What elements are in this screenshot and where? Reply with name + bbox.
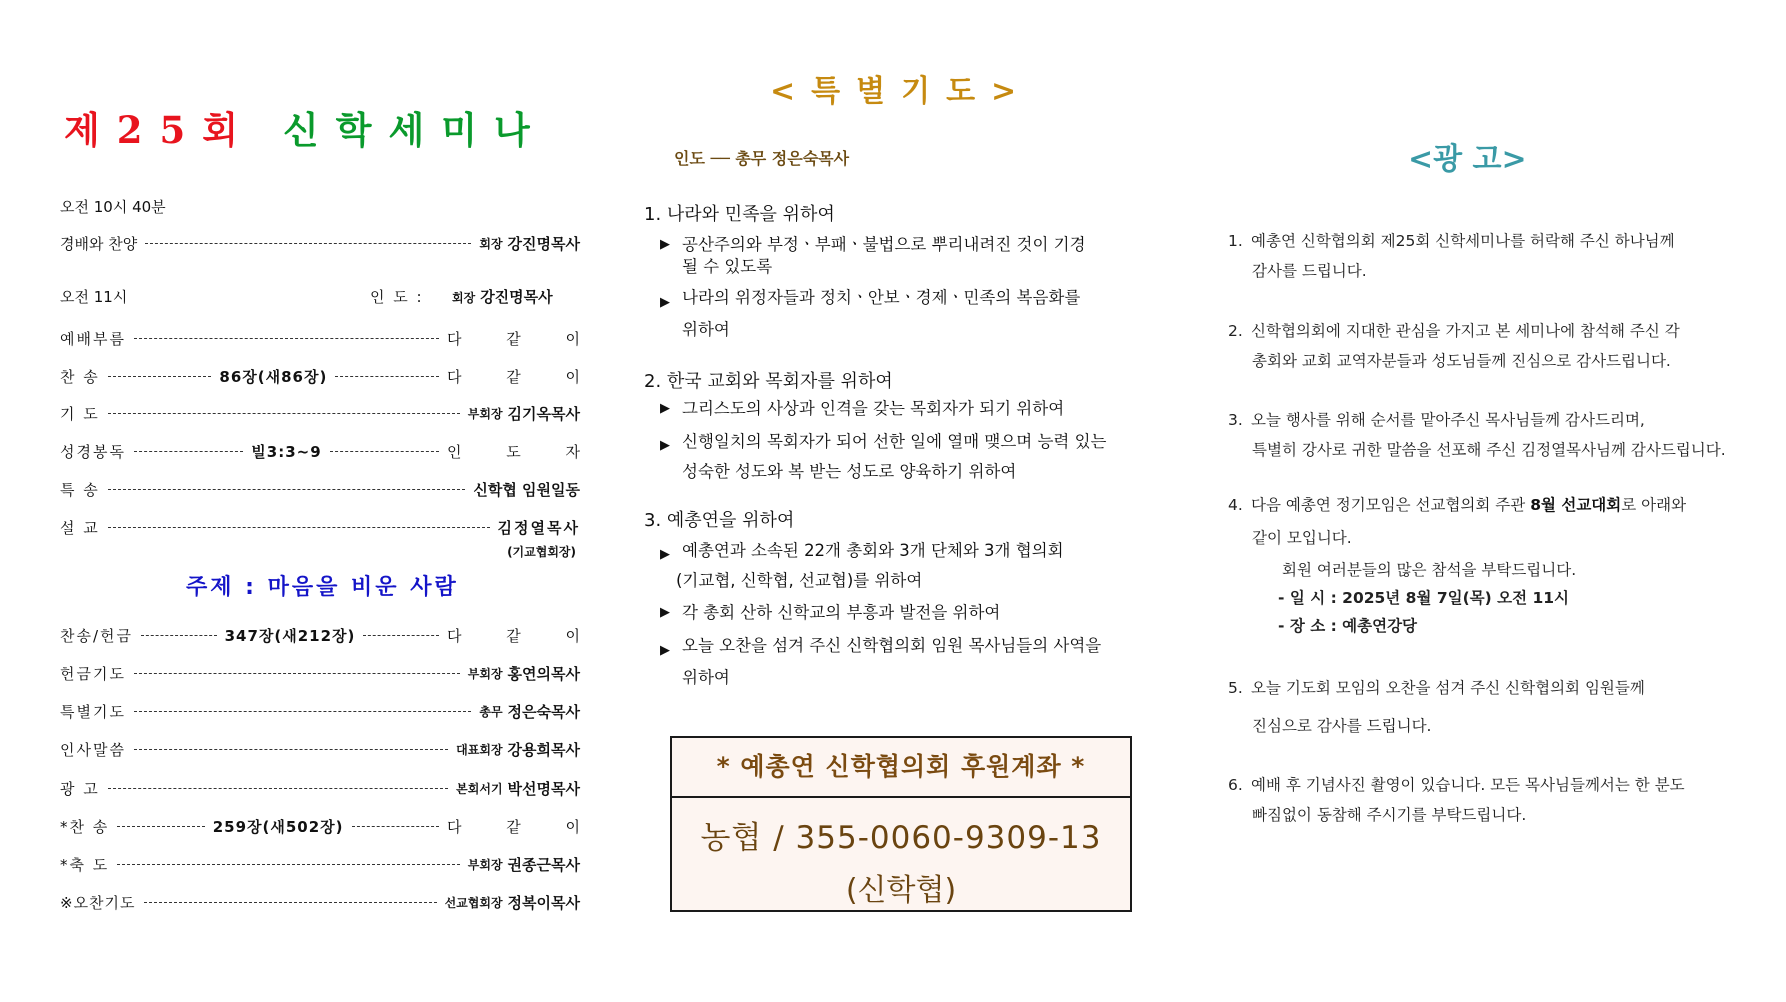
program-scripture: 빌3:3~9 xyxy=(251,442,322,461)
program-person: 신학협 임원일동 xyxy=(473,480,580,499)
bullet-text: 그리스도의 사상과 인격을 갖는 목회자가 되기 위하여 xyxy=(682,399,1065,418)
bullet-text: 위하여 xyxy=(682,320,730,339)
program-item: 헌금기도 xyxy=(60,664,126,683)
dash-leader xyxy=(108,788,448,789)
donation-account-number: 농협 / 355-0060-9309-13 xyxy=(700,820,1102,856)
program-row xyxy=(60,440,601,462)
program-person: 정복이목사 xyxy=(507,893,580,912)
triangle-bullet-icon: ▶ xyxy=(660,237,670,252)
program-row xyxy=(60,700,580,722)
dash-leader xyxy=(144,902,437,903)
program-person: 다 같 이 xyxy=(446,626,600,645)
program-item: 성경봉독 xyxy=(60,442,126,461)
dash-leader xyxy=(108,527,490,528)
triangle-bullet-icon: ▶ xyxy=(660,605,670,620)
sermon-theme: 주제 : 마음을 비운 사람 xyxy=(186,575,459,600)
lead-role: 회장 xyxy=(452,291,476,305)
program-person: 김기옥목사 xyxy=(507,404,580,423)
program-row xyxy=(60,662,580,684)
event-place: - 장 소 : 예총연강당 xyxy=(1278,617,1418,635)
program-hymn: 347장(새212장) xyxy=(224,626,356,645)
triangle-bullet-icon: ▶ xyxy=(660,295,670,310)
dash-leader xyxy=(145,243,471,244)
announcement-number: 3. xyxy=(1228,411,1243,429)
dash-leader xyxy=(134,338,439,339)
announcement-text: 감사를 드립니다. xyxy=(1252,262,1367,280)
announcement-number: 5. xyxy=(1228,679,1243,697)
program-item: 광 고 xyxy=(60,779,100,798)
program-role: 회장 xyxy=(479,236,503,251)
dash-leader xyxy=(108,489,466,490)
prayer-bullet xyxy=(660,398,1152,420)
bullet-text: 될 수 있도록 xyxy=(682,257,773,276)
donation-title: * 예총연 신학협의회 후원계좌 * xyxy=(672,738,1130,798)
program-row xyxy=(60,624,600,646)
program-row xyxy=(60,815,601,837)
announcement-text: 오늘 행사를 위해 순서를 맡아주신 목사님들께 감사드리며, xyxy=(1251,411,1645,429)
announcements-title: <광 고> xyxy=(1408,142,1527,177)
program-role: 본회서기 xyxy=(456,781,503,796)
announcement-text: 오늘 기도회 모임의 오찬을 섬겨 주신 신학협의회 임원들께 xyxy=(1251,679,1645,697)
program-row xyxy=(60,516,580,538)
program-item: 찬 송 xyxy=(60,367,100,386)
time-second: 오전 11시 xyxy=(60,288,128,306)
program-item: 기 도 xyxy=(60,404,100,423)
seminar-title-number: 제25회 xyxy=(64,108,255,152)
program-item: 특별기도 xyxy=(60,702,126,721)
program-hymn: 86장(새86장) xyxy=(219,367,328,386)
dash-leader xyxy=(117,826,204,827)
prayer-bullet xyxy=(660,536,1152,596)
bullet-text: 오늘 오찬을 섬겨 주신 신학협의회 임원 목사님들의 사역을 xyxy=(682,636,1102,655)
triangle-bullet-icon: ▶ xyxy=(660,438,670,453)
program-person: 다 같 이 xyxy=(446,329,600,348)
announcement-text xyxy=(1228,490,1773,520)
program-person: 권종근목사 xyxy=(507,855,580,874)
announcement-item xyxy=(1228,405,1773,465)
program-row xyxy=(60,327,600,349)
program-person: 강용희목사 xyxy=(507,740,580,759)
dash-leader xyxy=(117,864,460,865)
lead-name: 강진명목사 xyxy=(480,288,553,306)
triangle-bullet-icon: ▶ xyxy=(660,401,670,416)
program-role: 대표회장 xyxy=(456,742,503,757)
program-role: 부회장 xyxy=(467,666,503,681)
bullet-text: 공산주의와 부정ㆍ부패ㆍ불법으로 뿌리내려진 것이 기경 xyxy=(682,235,1086,254)
program-item: 예배부름 xyxy=(60,329,126,348)
announcement-text-part: 다음 예총연 정기모임은 선교협의회 주관 xyxy=(1251,496,1531,514)
donation-account-holder: (신학협) xyxy=(845,873,957,908)
bullet-text: 위하여 xyxy=(682,668,730,687)
program-person: 홍연의목사 xyxy=(507,664,580,683)
announcement-number: 1. xyxy=(1228,232,1243,250)
program-role: 부회장 xyxy=(467,857,503,872)
announcement-text: 예총연 신학협의회 제25회 신학세미나를 허락해 주신 하나님께 xyxy=(1251,232,1675,250)
prayer-bullet xyxy=(660,602,1152,624)
announcement-item xyxy=(1228,316,1773,376)
announcement-text: 신학협의회에 지대한 관심을 가지고 본 세미나에 참석해 주신 각 xyxy=(1251,322,1680,340)
lead-label: 인 도 : xyxy=(370,288,424,306)
dash-leader xyxy=(134,711,471,712)
announcement-item xyxy=(1228,226,1773,286)
prayer-leader: 인도 ── 총무 정은숙목사 xyxy=(674,149,850,168)
program-row-worship xyxy=(60,232,580,254)
seminar-title xyxy=(64,100,547,154)
program-person: 다 같 이 xyxy=(447,817,601,836)
dash-leader xyxy=(134,451,243,452)
announcement-number: 2. xyxy=(1228,322,1243,340)
program-row xyxy=(60,365,601,387)
triangle-bullet-icon: ▶ xyxy=(660,643,670,658)
announcement-number: 4. xyxy=(1228,496,1243,514)
program-person: 인 도 자 xyxy=(447,442,601,461)
dash-leader xyxy=(108,413,460,414)
announcement-item xyxy=(1228,490,1773,640)
program-item: 특 송 xyxy=(60,480,100,499)
dash-leader xyxy=(134,749,448,750)
program-person: 정은숙목사 xyxy=(507,702,580,721)
bullet-text: 나라의 위정자들과 정치ㆍ안보ㆍ경제ㆍ민족의 복음화를 xyxy=(682,288,1081,307)
prayer-topic-1: 1. 나라와 민족을 위하여 xyxy=(644,204,835,225)
bullet-text: 각 총회 산하 신학교의 부흥과 발전을 위하여 xyxy=(682,603,1001,622)
dash-leader xyxy=(134,673,460,674)
prayer-topic-3: 3. 예총연을 위하여 xyxy=(644,510,795,531)
announcement-text-part: 로 아래와 xyxy=(1621,496,1687,514)
triangle-bullet-icon: ▶ xyxy=(660,547,670,562)
announcement-item xyxy=(1228,673,1773,741)
dash-leader xyxy=(108,376,212,377)
prayer-bullet xyxy=(660,282,1152,346)
program-item: 찬송/헌금 xyxy=(60,626,134,645)
program-person: 다 같 이 xyxy=(447,367,601,386)
announcement-text: 빠짐없이 동참해 주시기를 부탁드립니다. xyxy=(1252,806,1527,824)
announcement-number: 6. xyxy=(1228,776,1243,794)
program-row xyxy=(60,478,580,500)
program-person: 박선명목사 xyxy=(507,779,580,798)
announcement-text: 총회와 교회 교역자분들과 성도님들께 진심으로 감사드립니다. xyxy=(1252,352,1671,370)
event-date: - 일 시 : 2025년 8월 7일(목) 오전 11시 xyxy=(1278,589,1570,607)
dash-leader xyxy=(335,376,439,377)
program-row xyxy=(60,738,580,760)
bullet-text: (기교협, 신학협, 선교협)를 위하여 xyxy=(676,571,923,590)
program-row xyxy=(60,853,580,875)
dash-leader xyxy=(363,635,439,636)
program-item: ※오찬기도 xyxy=(60,893,136,912)
announcement-text: 예배 후 기념사진 촬영이 있습니다. 모든 목사님들께서는 한 분도 xyxy=(1251,776,1685,794)
program-item: 설 교 xyxy=(60,518,100,537)
announcement-text: 회원 여러분들의 많은 참석을 부탁드립니다. xyxy=(1282,561,1577,579)
announcement-item xyxy=(1228,770,1773,830)
dash-leader xyxy=(352,826,439,827)
program-item: 경배와 찬양 xyxy=(60,234,138,253)
program-person: 강진명목사 xyxy=(507,234,580,253)
prayer-topic-2: 2. 한국 교회와 목회자를 위하여 xyxy=(644,371,893,392)
special-prayer-title: <특별기도> xyxy=(770,74,1033,109)
dash-leader xyxy=(141,635,217,636)
seminar-title-name: 신학세미나 xyxy=(282,108,547,152)
program-row xyxy=(60,891,580,913)
program-row xyxy=(60,402,580,424)
program-item: *찬 송 xyxy=(60,817,110,836)
event-highlight: 8월 선교대회 xyxy=(1530,496,1622,514)
program-row xyxy=(60,777,580,799)
time-first: 오전 10시 40분 xyxy=(60,198,166,216)
program-person: 김정열목사 xyxy=(497,518,580,537)
bullet-text: 성숙한 성도와 복 받는 성도로 양육하기 위하여 xyxy=(682,462,1017,481)
donation-account-box xyxy=(670,736,1132,912)
prayer-bullet xyxy=(660,427,1152,487)
program-item: *축 도 xyxy=(60,855,110,874)
lead-person xyxy=(452,286,553,307)
dash-leader xyxy=(330,451,439,452)
program-role: 총무 xyxy=(479,704,503,719)
announcement-text: 같이 모입니다. xyxy=(1252,529,1352,547)
announcement-text: 진심으로 감사를 드립니다. xyxy=(1252,717,1432,735)
program-role: 선교협회장 xyxy=(444,895,503,910)
program-hymn: 259장(새502장) xyxy=(212,817,344,836)
announcement-text: 특별히 강사로 귀한 말씀을 선포해 주신 김정열목사님께 감사드립니다. xyxy=(1252,441,1726,459)
program-role: 부회장 xyxy=(467,406,503,421)
prayer-bullet xyxy=(660,630,1152,694)
sermon-note: (기교협회장) xyxy=(507,545,576,559)
program-item: 인사말씀 xyxy=(60,740,126,759)
bullet-text: 예총연과 소속된 22개 총회와 3개 단체와 3개 협의회 xyxy=(682,541,1064,560)
prayer-bullet xyxy=(660,234,1152,278)
bullet-text: 신행일치의 목회자가 되어 선한 일에 열매 맺으며 능력 있는 xyxy=(682,432,1107,451)
